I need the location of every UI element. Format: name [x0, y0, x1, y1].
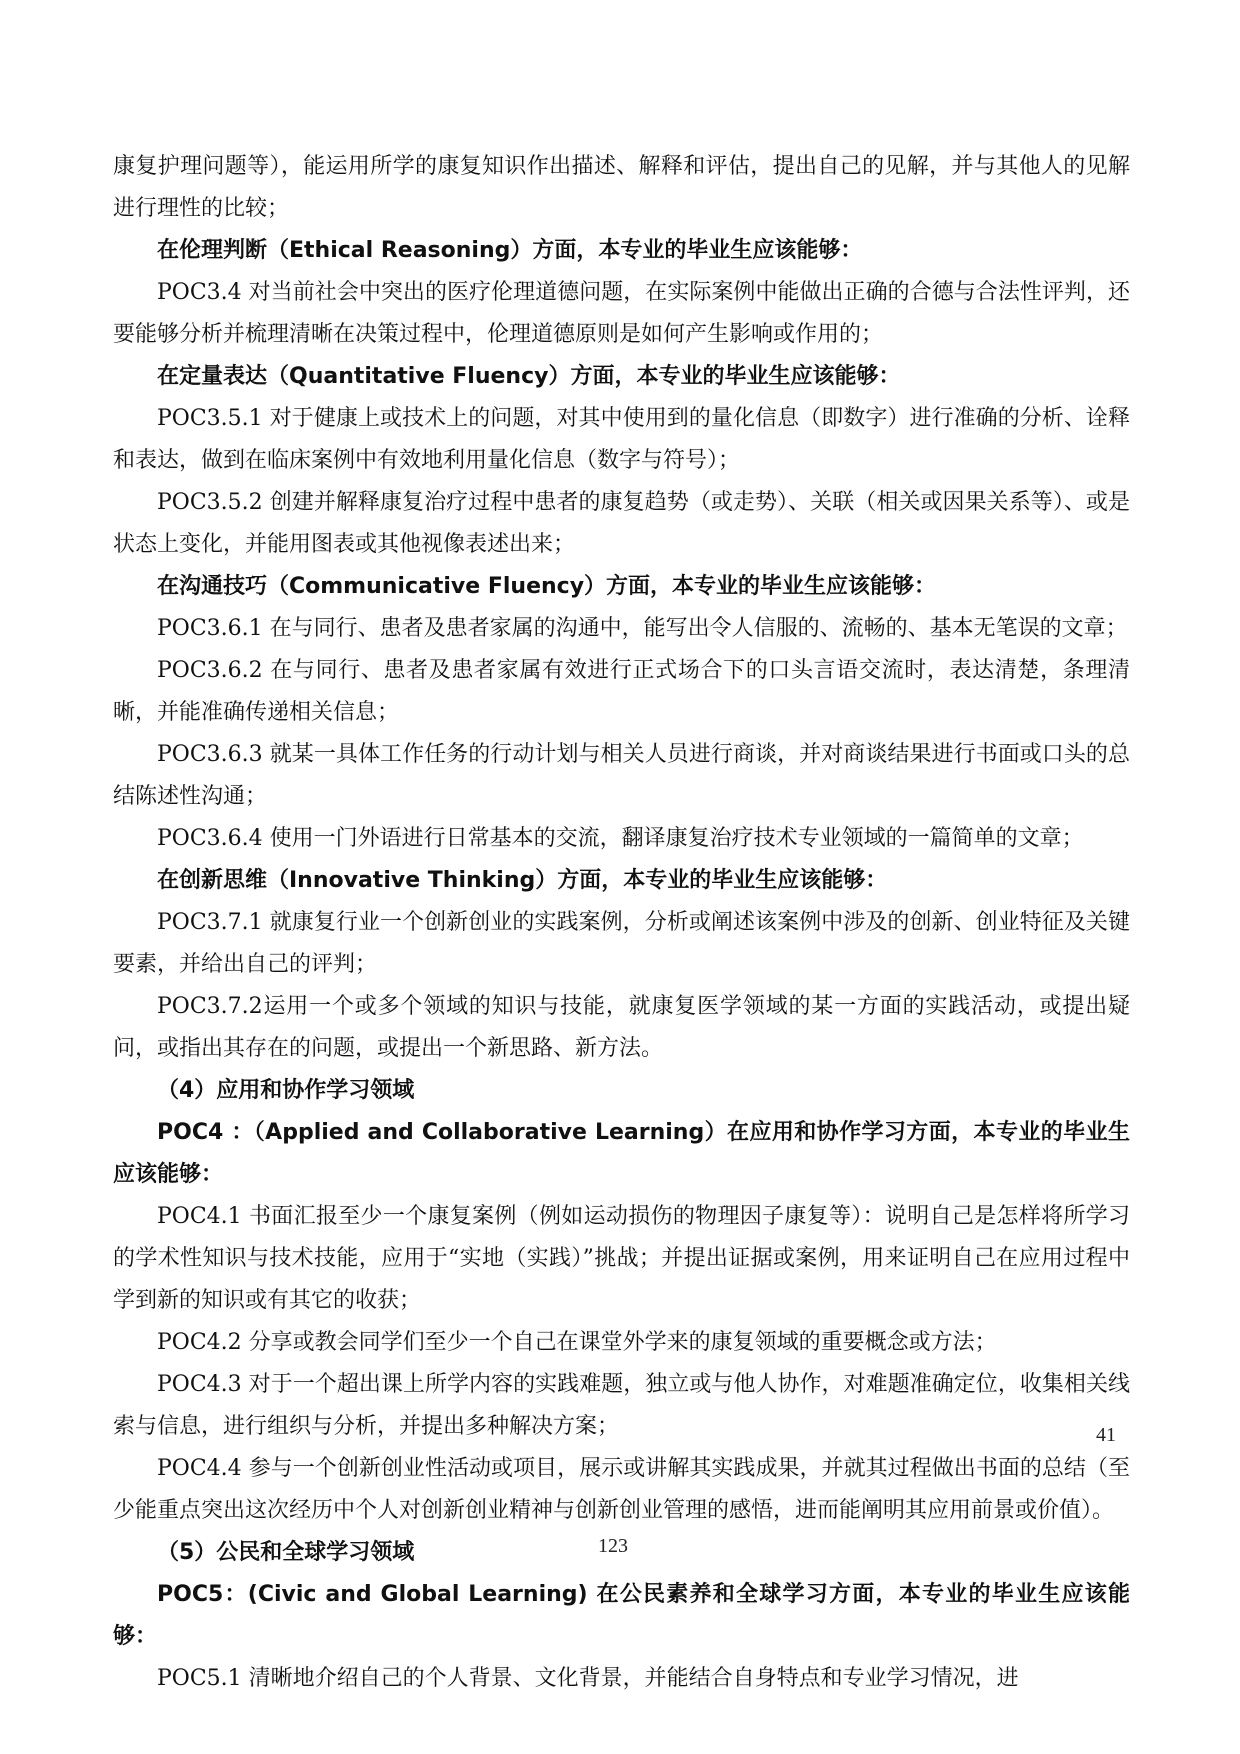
paragraph: POC3.6.3 就某一具体工作任务的行动计划与相关人员进行商谈，并对商谈结果进行书面或口头的总结陈述性沟通； — [113, 742, 1130, 809]
paragraph: 康复护理问题等），能运用所学的康复知识作出描述、解释和评估，提出自己的见解，并与其他人的见解进行理性的比较； — [113, 154, 1130, 221]
section-heading: POC5：(Civic and Global Learning) 在公民素养和全球学习方面，本专业的毕业生应该能够： — [113, 1582, 1130, 1649]
page-number-outer: 123 — [598, 1535, 628, 1557]
paragraph: POC4.4 参与一个创新创业性活动或项目，展示或讲解其实践成果，并就其过程做出书面的总结（至少能重点突出这次经历中个人对创新创业精神与创新创业管理的感悟，进而能阐明其应用前景或价值）。 — [113, 1456, 1130, 1523]
paragraph: POC3.5.2 创建并解释康复治疗过程中患者的康复趋势（或走势）、关联（相关或因果关系等）、或是状态上变化，并能用图表或其他视像表述出来； — [113, 490, 1130, 557]
paragraph: POC3.6.4 使用一门外语进行日常基本的交流，翻译康复治疗技术专业领域的一篇简单的文章； — [157, 826, 1084, 851]
section-heading: 在沟通技巧（Communicative Fluency）方面，本专业的毕业生应该能够： — [157, 574, 937, 599]
paragraph: POC5.1 清晰地介绍自己的个人背景、文化背景，并能结合自身特点和专业学习情况，进 — [157, 1666, 1019, 1691]
section-heading: （4）应用和协作学习领域 — [157, 1078, 415, 1103]
paragraph: POC3.7.1 就康复行业一个创新创业的实践案例，分析或阐述该案例中涉及的创新、创业特征及关键要素，并给出自己的评判； — [113, 910, 1130, 977]
paragraph: POC3.4 对当前社会中突出的医疗伦理道德问题，在实际案例中能做出正确的合德与合法性评判，还要能够分析并梳理清晰在决策过程中，伦理道德原则是如何产生影响或作用的； — [113, 280, 1130, 347]
body-text — [113, 146, 1130, 1700]
paragraph: POC4.1 书面汇报至少一个康复案例（例如运动损伤的物理因子康复等）：说明自己是怎样将所学习的学术性知识与技术技能，应用于“实地（实践）”挑战；并提出证据或案例，用来证明自己在应用过程中学到新的知识或有其它的收获； — [113, 1204, 1130, 1313]
section-heading: （5）公民和全球学习领域 — [157, 1540, 415, 1565]
paragraph: POC3.7.2运用一个或多个领域的知识与技能，就康复医学领域的某一方面的实践活动，或提出疑问，或指出其存在的问题，或提出一个新思路、新方法。 — [113, 994, 1130, 1061]
paragraph: POC3.6.1 在与同行、患者及患者家属的沟通中，能写出令人信服的、流畅的、基本无笔误的文章； — [157, 616, 1128, 641]
section-heading: POC4 ：（Applied and Collaborative Learning）在应用和协作学习方面，本专业的毕业生应该能够： — [113, 1120, 1130, 1187]
paragraph: POC4.2 分享或教会同学们至少一个自己在课堂外学来的康复领域的重要概念或方法； — [157, 1330, 997, 1355]
paragraph: POC4.3 对于一个超出课上所学内容的实践难题，独立或与他人协作，对难题准确定位，收集相关线索与信息，进行组织与分析，并提出多种解决方案； — [113, 1372, 1130, 1439]
paragraph: POC3.5.1 对于健康上或技术上的问题，对其中使用到的量化信息（即数字）进行准确的分析、诠释和表达，做到在临床案例中有效地利用量化信息（数字与符号）； — [113, 406, 1130, 473]
paragraph: POC3.6.2 在与同行、患者及患者家属有效进行正式场合下的口头言语交流时，表达清楚，条理清晰，并能准确传递相关信息； — [113, 658, 1130, 725]
section-heading: 在定量表达（Quantitative Fluency）方面，本专业的毕业生应该能够： — [157, 364, 901, 389]
page-number-inner: 41 — [1096, 1424, 1116, 1446]
section-heading: 在伦理判断（Ethical Reasoning）方面，本专业的毕业生应该能够： — [157, 238, 863, 263]
section-heading: 在创新思维（Innovative Thinking）方面，本专业的毕业生应该能够： — [157, 868, 888, 893]
